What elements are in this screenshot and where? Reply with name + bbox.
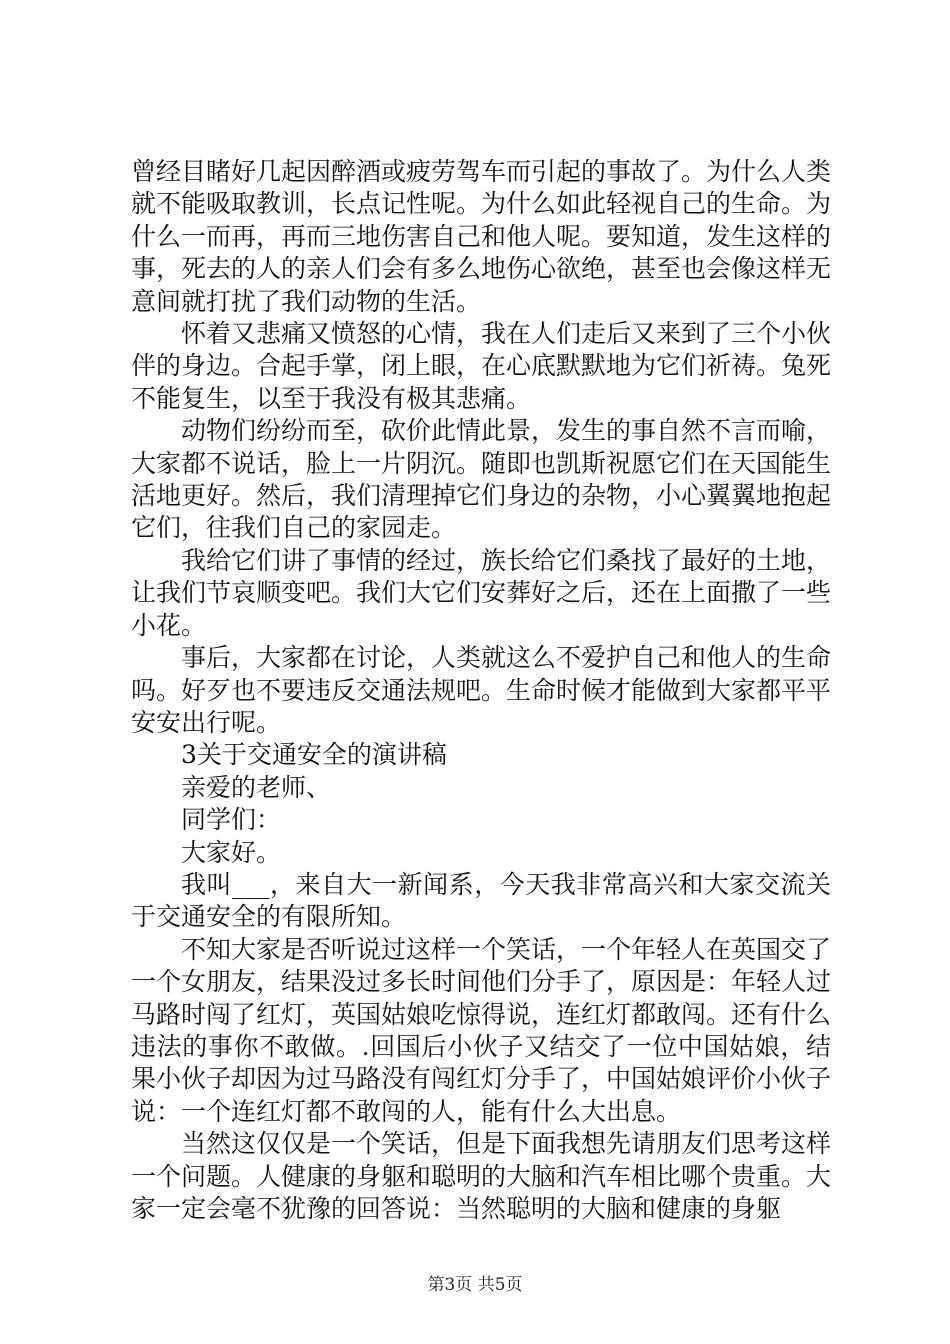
paragraph-joke: 不知大家是否听说过这样一个笑话，一个年轻人在英国交了一个女朋友，结果没过多长时间他们分手了，原因是：年轻人过马路时闯了红灯，英国姑娘吃惊得说，连红灯都敢闯。还有什么违法的事你不敢做。.回国后小伙子又结交了一位中国姑娘，结果小伙子却因为过马路没有闯红灯分手了，中国姑娘评价小伙子说：一个连红灯都不敢闯的人，能有什么大出息。	[131, 934, 832, 1126]
paragraph-3: 动物们纷纷而至，砍价此情此景，发生的事自然不言而喻，大家都不说话，脸上一片阴沉。随即也凯斯祝愿它们在天国能生活地更好。然后，我们清理掉它们身边的杂物，小心翼翼地抱起它们，往我们自己的家园走。	[131, 416, 832, 543]
paragraph-4: 我给它们讲了事情的经过，族长给它们桑找了最好的土地，让我们节哀顺变吧。我们大它们安葬好之后，还在上面撒了一些小花。	[131, 545, 832, 640]
paragraph-introduction: 我叫___，来自大一新闻系，今天我非常高兴和大家交流关于交通安全的有限所知。	[131, 869, 831, 932]
salutation-students: 同学们：	[181, 805, 282, 835]
paragraph-5: 事后，大家都在讨论，人类就这么不爱护自己和他人的生命吗。好歹也不要违反交通法规吧。生命时候才能做到大家都平平安安出行呢。	[131, 643, 832, 737]
page-number-footer: 第3页 共5页	[427, 1275, 523, 1295]
paragraph-question: 当然这仅仅是一个笑话，但是下面我想先请朋友们思考这样一个问题。人健康的身躯和聪明的大脑和汽车相比哪个贵重。大家一定会毫不犹豫的回答说：当然聪明的大脑和健康的身躯	[131, 1129, 832, 1223]
greeting: 大家好。	[181, 837, 282, 867]
paragraph-1: 曾经目睹好几起因醉酒或疲劳驾车而引起的事故了。为什么人类就不能吸取教训，长点记性呢。为什么如此轻视自己的生命。为什么一而再，再而三地伤害自己和他人呢。要知道，发生这样的事，死去的人的亲人们会有多么地伤心欲绝，甚至也会像这样无意间就打扰了我们动物的生活。	[131, 157, 832, 316]
salutation-teachers: 亲爱的老师、	[181, 772, 332, 802]
document-body	[131, 156, 831, 1225]
section-title: 3关于交通安全的演讲稿	[181, 740, 447, 770]
paragraph-2: 怀着又悲痛又愤怒的心情，我在人们走后又来到了三个小伙伴的身边。合起手掌，闭上眼，在心底默默地为它们祈祷。兔死不能复生，以至于我没有极其悲痛。	[131, 319, 832, 413]
